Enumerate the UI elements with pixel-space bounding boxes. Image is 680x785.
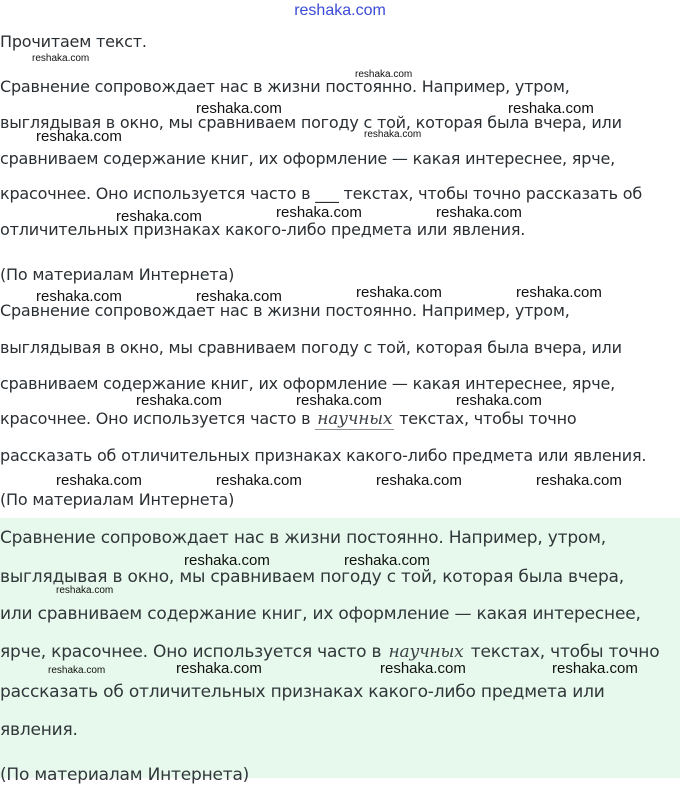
watermark: reshaka.com: [552, 660, 638, 677]
watermark: reshaka.com: [296, 392, 382, 409]
watermark: reshaka.com: [36, 128, 122, 145]
watermark: reshaka.com: [355, 69, 413, 80]
watermark: reshaka.com: [344, 552, 430, 569]
block2-line: рассказать об отличительных признаках какого-либо предмета или явления.: [0, 446, 647, 465]
watermark: reshaka.com: [32, 53, 90, 64]
watermark: reshaka.com: [216, 472, 302, 489]
block3-line: Сравнение сопровождает нас в жизни постоянно. Например, утром,: [0, 528, 606, 548]
watermark: reshaka.com: [36, 288, 122, 305]
handwritten-answer: научных: [388, 642, 464, 662]
block3-line-with-answer: [0, 642, 659, 662]
watermark: reshaka.com: [176, 660, 262, 677]
block1-line: красочнее. Оно используется часто в ___ текстах, чтобы точно рассказать об: [0, 184, 642, 203]
answer-panel: [0, 518, 680, 785]
block3-source: (По материалам Интернета): [0, 765, 250, 785]
intro-text: Прочитаем текст.: [0, 32, 147, 51]
block1-line: Сравнение сопровождает нас в жизни постоянно. Например, утром,: [0, 77, 570, 96]
block3-line: выглядывая в окно, мы сравниваем погоду с той, которая была вчера,: [0, 567, 624, 587]
watermark: reshaka.com: [376, 472, 462, 489]
block3-line: рассказать об отличительных признаках какого-либо предмета или: [0, 682, 605, 702]
block2-line: сравниваем содержание книг, их оформление — какая интереснее, ярче,: [0, 374, 615, 393]
block2-source: (По материалам Интернета): [0, 490, 235, 509]
handwritten-answer: научных: [317, 409, 393, 429]
watermark: reshaka.com: [136, 392, 222, 409]
watermark: reshaka.com: [380, 660, 466, 677]
watermark: reshaka.com: [456, 392, 542, 409]
watermark: reshaka.com: [184, 552, 270, 569]
watermark: reshaka.com: [356, 284, 442, 301]
block3-line-before: ярче, красочнее. Оно используется часто в: [0, 642, 387, 662]
block2-line-before: красочнее. Оно используется часто в: [0, 409, 316, 428]
watermark: reshaka.com: [56, 585, 114, 596]
block2-line-with-answer: [0, 409, 577, 429]
block3-line: или сравниваем содержание книг, их оформление — какая интереснее,: [0, 604, 641, 624]
block3-line-after: текстах, чтобы точно: [465, 642, 660, 662]
watermark: reshaka.com: [516, 284, 602, 301]
watermark: reshaka.com: [508, 100, 594, 117]
block1-line: выглядывая в окно, мы сравниваем погоду с той, которая была вчера, или: [0, 113, 622, 132]
block3-line: явления.: [0, 720, 78, 740]
watermark: reshaka.com: [536, 472, 622, 489]
block2-line: Сравнение сопровождает нас в жизни постоянно. Например, утром,: [0, 301, 570, 320]
watermark: reshaka.com: [48, 665, 106, 676]
watermark: reshaka.com: [276, 204, 362, 221]
block1-line: сравниваем содержание книг, их оформление — какая интереснее, ярче,: [0, 149, 615, 168]
watermark: reshaka.com: [116, 208, 202, 225]
block2-line-after: текстах, чтобы точно: [394, 409, 577, 428]
site-header: reshaka.com: [294, 2, 386, 19]
block1-line: отличительных признаках какого-либо предмета или явления.: [0, 220, 526, 239]
block1-source: (По материалам Интернета): [0, 265, 235, 284]
watermark: reshaka.com: [56, 472, 142, 489]
block2-line: выглядывая в окно, мы сравниваем погоду с той, которая была вчера, или: [0, 338, 622, 357]
watermark: reshaka.com: [196, 100, 282, 117]
watermark: reshaka.com: [436, 204, 522, 221]
watermark: reshaka.com: [364, 129, 422, 140]
watermark: reshaka.com: [196, 288, 282, 305]
